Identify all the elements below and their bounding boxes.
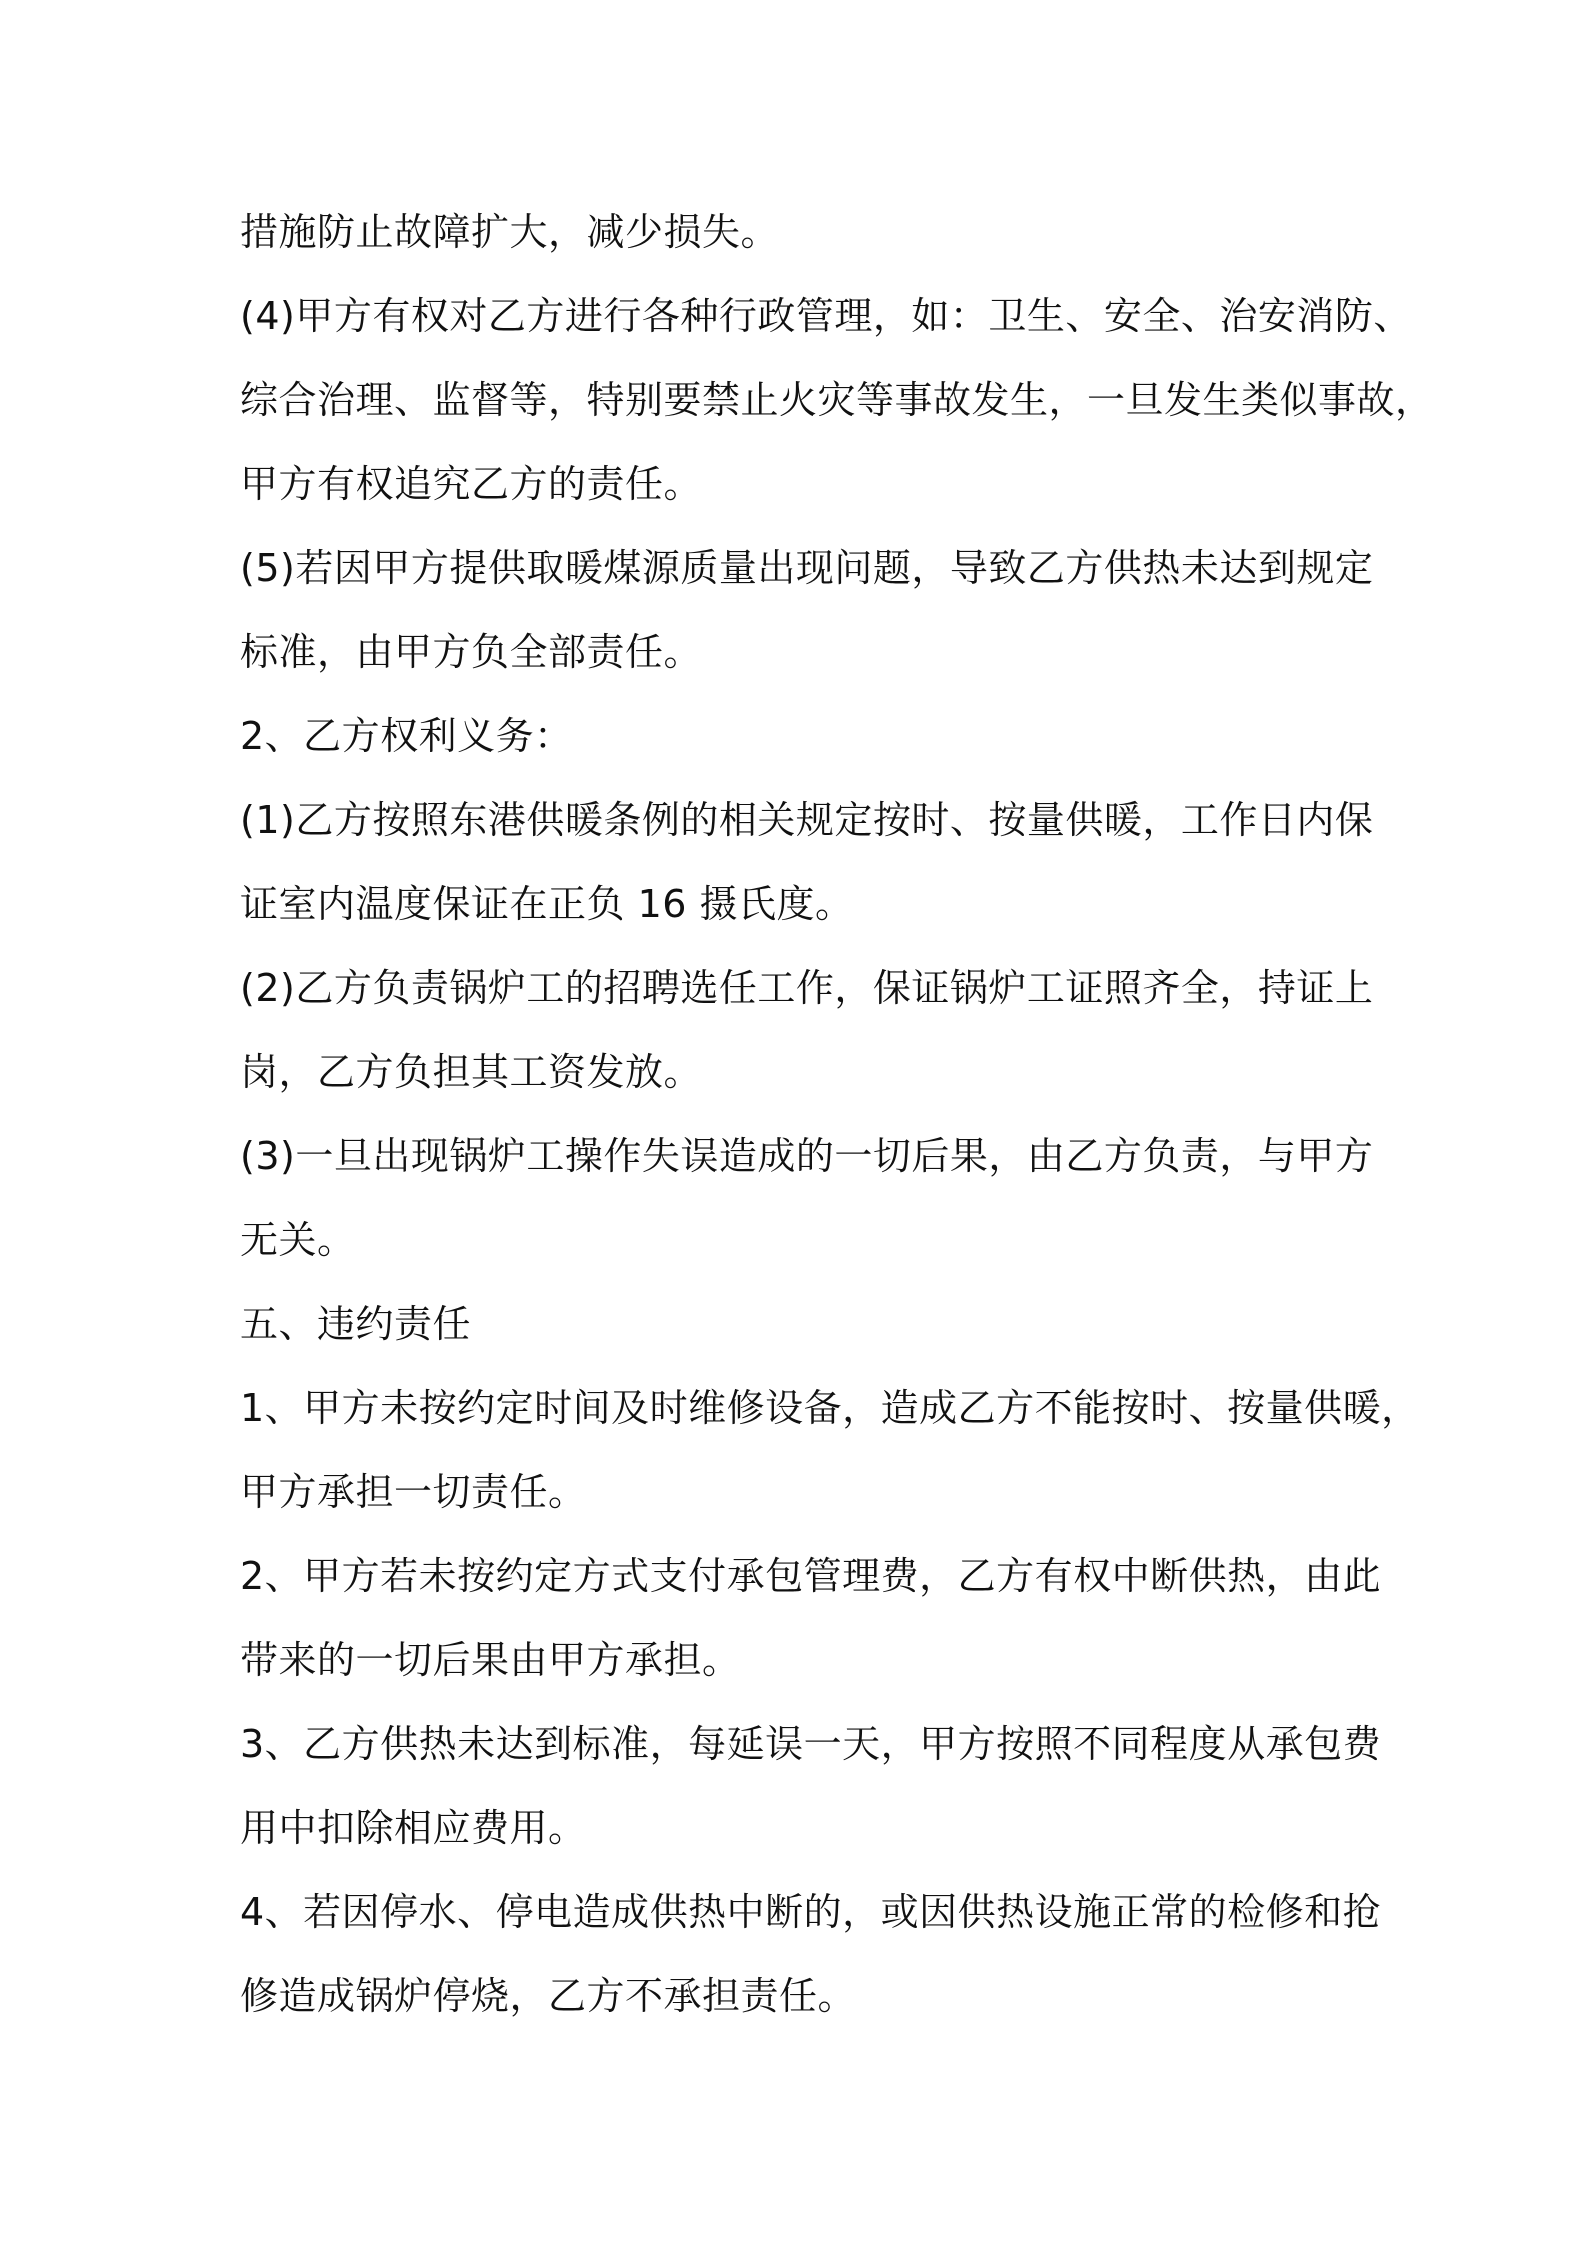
section-heading: 2、乙方权利义务： <box>240 714 573 758</box>
text-line: 综合治理、监督等，特别要禁止火灾等事故发生，一旦发生类似事故， <box>240 378 1434 422</box>
text-line: 2、甲方若未按约定方式支付承包管理费，乙方有权中断供热，由此 <box>240 1554 1382 1598</box>
text-line: 带来的一切后果由甲方承担。 <box>240 1638 741 1682</box>
text-line: (4)甲方有权对乙方进行各种行政管理，如：卫生、安全、治安消防、 <box>240 294 1412 338</box>
text-line: 甲方承担一切责任。 <box>240 1470 587 1514</box>
section-heading: 五、违约责任 <box>240 1302 472 1346</box>
text-line: 用中扣除相应费用。 <box>240 1806 587 1850</box>
text-line: (5)若因甲方提供取暖煤源质量出现问题，导致乙方供热未达到规定 <box>240 546 1374 590</box>
text-line: (1)乙方按照东港供暖条例的相关规定按时、按量供暖，工作日内保 <box>240 798 1374 842</box>
text-line: 修造成锅炉停烧，乙方不承担责任。 <box>240 1974 857 2018</box>
text-line: 无关。 <box>240 1218 356 1262</box>
text-line: 甲方有权追究乙方的责任。 <box>240 462 703 506</box>
document-body <box>240 190 1434 2038</box>
text-line: 3、乙方供热未达到标准，每延误一天，甲方按照不同程度从承包费 <box>240 1722 1382 1766</box>
text-line: 1、甲方未按约定时间及时维修设备，造成乙方不能按时、按量供暖， <box>240 1386 1420 1430</box>
text-line: (3)一旦出现锅炉工操作失误造成的一切后果，由乙方负责，与甲方 <box>240 1134 1374 1178</box>
text-line: 措施防止故障扩大，减少损失。 <box>240 210 780 254</box>
text-line: 证室内温度保证在正负 16 摄氏度。 <box>240 882 854 926</box>
text-line: 标准，由甲方负全部责任。 <box>240 630 703 674</box>
text-line: 4、若因停水、停电造成供热中断的，或因供热设施正常的检修和抢 <box>240 1890 1382 1934</box>
text-line: 岗，乙方负担其工资发放。 <box>240 1050 703 1094</box>
text-line: (2)乙方负责锅炉工的招聘选任工作，保证锅炉工证照齐全，持证上 <box>240 966 1374 1010</box>
